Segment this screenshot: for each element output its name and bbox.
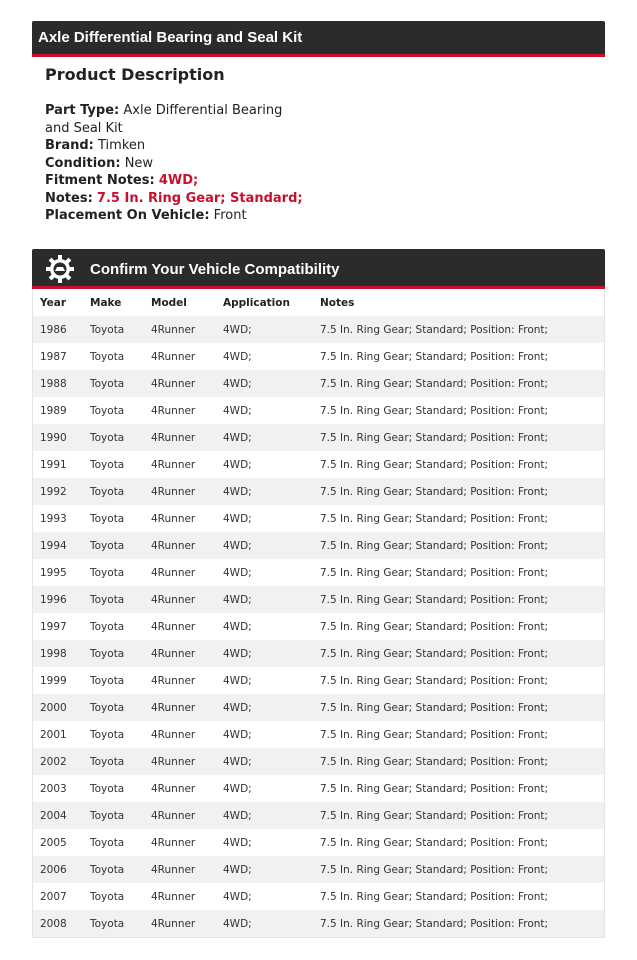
cell-year: 1988	[33, 370, 84, 397]
cell-make: Toyota	[83, 694, 144, 721]
cell-application: 4WD;	[223, 458, 252, 471]
col-model: Model	[151, 296, 187, 309]
cell-model: 4Runner	[151, 674, 196, 687]
cell-notes: 7.5 In. Ring Gear; Standard; Position: Front;	[320, 890, 549, 903]
table-row	[33, 667, 605, 694]
cell-application: 4WD;	[223, 404, 252, 417]
cell-make: Toyota	[83, 910, 144, 938]
cell-year: 1992	[33, 478, 84, 505]
table-row	[33, 316, 605, 343]
cell-notes: 7.5 In. Ring Gear; Standard; Position: Front;	[320, 674, 549, 687]
cell-notes: 7.5 In. Ring Gear; Standard; Position: Front;	[313, 316, 605, 343]
table-row	[33, 370, 605, 397]
cell-year: 2003	[40, 782, 67, 795]
compatibility-table	[32, 289, 605, 938]
cell-notes: 7.5 In. Ring Gear; Standard; Position: Front;	[320, 728, 549, 741]
cell-notes: 7.5 In. Ring Gear; Standard; Position: Front;	[320, 566, 549, 579]
cell-year: 1994	[33, 532, 84, 559]
cell-application: 4WD;	[223, 512, 252, 525]
cell-make: Toyota	[83, 802, 144, 829]
cell-application: 4WD;	[216, 640, 313, 667]
cell-application: 4WD;	[223, 890, 252, 903]
brand-label: Brand:	[45, 138, 94, 153]
title-bar	[32, 21, 605, 57]
placement-label: Placement On Vehicle:	[45, 208, 210, 223]
fitment-line	[45, 172, 305, 190]
notes-value: 7.5 In. Ring Gear; Standard;	[96, 190, 303, 206]
cell-notes: 7.5 In. Ring Gear; Standard; Position: Front;	[313, 856, 605, 883]
cell-model: 4Runner	[151, 566, 196, 579]
table-row	[33, 532, 605, 559]
cell-notes: 7.5 In. Ring Gear; Standard; Position: Front;	[313, 910, 605, 938]
placement-value: Front	[213, 208, 247, 223]
cell-notes: 7.5 In. Ring Gear; Standard; Position: Front;	[320, 350, 549, 363]
table-row	[33, 856, 605, 883]
table-row	[33, 397, 605, 424]
cell-notes: 7.5 In. Ring Gear; Standard; Position: Front;	[313, 640, 605, 667]
cell-notes: 7.5 In. Ring Gear; Standard; Position: Front;	[313, 748, 605, 775]
col-application: Application	[223, 296, 290, 309]
part-type-label: Part Type:	[45, 103, 120, 118]
table-row	[33, 748, 605, 775]
cell-model: 4Runner	[151, 350, 196, 363]
fitment-value: 4WD;	[158, 173, 199, 188]
product-title: Axle Differential Bearing and Seal Kit	[38, 29, 303, 46]
table-header-row	[33, 289, 605, 316]
cell-year: 1989	[40, 404, 67, 417]
cell-year: 2000	[33, 694, 84, 721]
table-row	[33, 559, 605, 586]
cell-application: 4WD;	[223, 674, 252, 687]
cell-year: 2007	[40, 890, 67, 903]
table-row	[33, 424, 605, 451]
cell-make: Toyota	[90, 728, 125, 741]
gear-car-icon	[46, 255, 74, 283]
cell-make: Toyota	[90, 458, 125, 471]
col-year: Year	[40, 296, 67, 309]
cell-year: 1991	[40, 458, 67, 471]
brand-line	[45, 137, 305, 155]
table-row	[33, 451, 605, 478]
table-row	[33, 586, 605, 613]
cell-application: 4WD;	[216, 586, 313, 613]
compatibility-bar	[32, 249, 605, 289]
cell-year: 2001	[40, 728, 67, 741]
cell-model: 4Runner	[151, 512, 196, 525]
table-row	[33, 505, 605, 532]
cell-notes: 7.5 In. Ring Gear; Standard; Position: Front;	[320, 458, 549, 471]
cell-make: Toyota	[83, 370, 144, 397]
cell-model: 4Runner	[144, 586, 216, 613]
table-row	[33, 478, 605, 505]
cell-notes: 7.5 In. Ring Gear; Standard; Position: Front;	[320, 620, 549, 633]
cell-notes: 7.5 In. Ring Gear; Standard; Position: Front;	[320, 782, 549, 795]
placement-line	[45, 207, 305, 225]
cell-notes: 7.5 In. Ring Gear; Standard; Position: Front;	[320, 512, 549, 525]
cell-model: 4Runner	[151, 890, 196, 903]
table-row	[33, 802, 605, 829]
cell-notes: 7.5 In. Ring Gear; Standard; Position: Front;	[313, 532, 605, 559]
cell-model: 4Runner	[144, 640, 216, 667]
cell-model: 4Runner	[144, 910, 216, 938]
table-row	[33, 694, 605, 721]
cell-application: 4WD;	[216, 748, 313, 775]
cell-model: 4Runner	[144, 424, 216, 451]
cell-application: 4WD;	[216, 478, 313, 505]
cell-make: Toyota	[90, 350, 125, 363]
cell-year: 2002	[33, 748, 84, 775]
cell-make: Toyota	[83, 748, 144, 775]
condition-value: New	[124, 155, 154, 171]
fitment-label: Fitment Notes:	[45, 173, 155, 188]
cell-make: Toyota	[90, 404, 125, 417]
condition-label: Condition:	[45, 155, 121, 171]
table-row	[33, 775, 605, 802]
cell-model: 4Runner	[144, 856, 216, 883]
cell-year: 2008	[33, 910, 84, 938]
cell-make: Toyota	[83, 478, 144, 505]
cell-model: 4Runner	[151, 458, 196, 471]
col-make: Make	[90, 296, 122, 309]
cell-year: 1993	[40, 512, 67, 525]
cell-year: 2004	[33, 802, 84, 829]
cell-year: 1987	[40, 350, 67, 363]
cell-year: 1990	[33, 424, 84, 451]
cell-make: Toyota	[90, 566, 125, 579]
product-description	[45, 64, 305, 225]
col-notes: Notes	[320, 296, 355, 309]
cell-notes: 7.5 In. Ring Gear; Standard; Position: Front;	[313, 370, 605, 397]
table-row	[33, 343, 605, 370]
cell-application: 4WD;	[223, 836, 252, 849]
cell-application: 4WD;	[216, 532, 313, 559]
cell-make: Toyota	[83, 424, 144, 451]
cell-application: 4WD;	[216, 856, 313, 883]
cell-model: 4Runner	[144, 532, 216, 559]
cell-application: 4WD;	[223, 350, 252, 363]
cell-model: 4Runner	[144, 748, 216, 775]
cell-application: 4WD;	[223, 620, 252, 633]
cell-model: 4Runner	[144, 478, 216, 505]
cell-application: 4WD;	[223, 566, 252, 579]
cell-model: 4Runner	[151, 620, 196, 633]
cell-year: 1997	[40, 620, 67, 633]
cell-model: 4Runner	[144, 802, 216, 829]
cell-model: 4Runner	[144, 316, 216, 343]
table-row	[33, 883, 605, 910]
cell-application: 4WD;	[223, 728, 252, 741]
description-heading: Product Description	[45, 65, 225, 84]
cell-model: 4Runner	[144, 370, 216, 397]
cell-notes: 7.5 In. Ring Gear; Standard; Position: Front;	[313, 694, 605, 721]
cell-make: Toyota	[90, 674, 125, 687]
table-row	[33, 640, 605, 667]
cell-year: 1999	[40, 674, 67, 687]
cell-application: 4WD;	[223, 782, 252, 795]
cell-application: 4WD;	[216, 694, 313, 721]
cell-year: 2006	[33, 856, 84, 883]
cell-application: 4WD;	[216, 316, 313, 343]
cell-application: 4WD;	[216, 910, 313, 938]
cell-model: 4Runner	[151, 836, 196, 849]
cell-make: Toyota	[90, 782, 125, 795]
cell-notes: 7.5 In. Ring Gear; Standard; Position: Front;	[313, 478, 605, 505]
notes-label: Notes:	[45, 190, 93, 206]
part-type-line	[45, 102, 305, 137]
cell-make: Toyota	[83, 316, 144, 343]
cell-year: 1986	[33, 316, 84, 343]
cell-model: 4Runner	[151, 728, 196, 741]
cell-notes: 7.5 In. Ring Gear; Standard; Position: Front;	[313, 424, 605, 451]
cell-year: 1995	[40, 566, 67, 579]
cell-year: 1996	[33, 586, 84, 613]
cell-notes: 7.5 In. Ring Gear; Standard; Position: Front;	[320, 404, 549, 417]
cell-notes: 7.5 In. Ring Gear; Standard; Position: Front;	[313, 586, 605, 613]
cell-make: Toyota	[90, 620, 125, 633]
condition-line	[45, 155, 305, 173]
part-type-value: Axle Differential Bearing and Seal Kit	[45, 103, 283, 136]
cell-make: Toyota	[90, 890, 125, 903]
cell-notes: 7.5 In. Ring Gear; Standard; Position: Front;	[313, 802, 605, 829]
notes-line	[45, 190, 305, 208]
cell-application: 4WD;	[216, 802, 313, 829]
table-row	[33, 829, 605, 856]
cell-make: Toyota	[83, 640, 144, 667]
cell-application: 4WD;	[216, 424, 313, 451]
cell-make: Toyota	[90, 512, 125, 525]
cell-make: Toyota	[83, 532, 144, 559]
table-row	[33, 910, 605, 938]
cell-model: 4Runner	[151, 404, 196, 417]
cell-model: 4Runner	[151, 782, 196, 795]
cell-model: 4Runner	[144, 694, 216, 721]
cell-make: Toyota	[83, 856, 144, 883]
cell-notes: 7.5 In. Ring Gear; Standard; Position: Front;	[320, 836, 549, 849]
cell-year: 1998	[33, 640, 84, 667]
compatibility-title: Confirm Your Vehicle Compatibility	[90, 261, 340, 278]
table-row	[33, 613, 605, 640]
cell-application: 4WD;	[216, 370, 313, 397]
cell-make: Toyota	[90, 836, 125, 849]
cell-year: 2005	[40, 836, 67, 849]
table-row	[33, 721, 605, 748]
cell-make: Toyota	[83, 586, 144, 613]
brand-value: Timken	[98, 138, 146, 153]
